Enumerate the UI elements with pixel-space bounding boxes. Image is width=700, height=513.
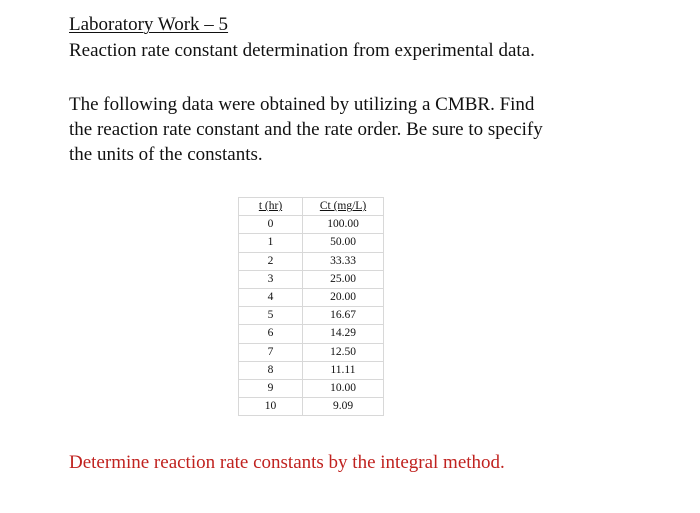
- concentration-cell: 10.00: [303, 379, 384, 397]
- concentration-cell: 50.00: [303, 234, 384, 252]
- table-row: [239, 234, 384, 252]
- table-row: [239, 288, 384, 306]
- table-header-row: [239, 198, 384, 216]
- table-row: [239, 325, 384, 343]
- time-cell: 5: [239, 307, 303, 325]
- time-cell: 8: [239, 361, 303, 379]
- paragraph-line: The following data were obtained by utilizing a CMBR. Find: [69, 94, 535, 115]
- concentration-cell: 100.00: [303, 216, 384, 234]
- concentration-cell: 20.00: [303, 288, 384, 306]
- instruction-text: Determine reaction rate constants by the integral method.: [69, 452, 505, 473]
- column-header-time: t (hr): [239, 198, 303, 216]
- concentration-cell: 33.33: [303, 252, 384, 270]
- column-header-concentration: Ct (mg/L): [303, 198, 384, 216]
- time-cell: 7: [239, 343, 303, 361]
- table-row: [239, 252, 384, 270]
- paragraph-line: the units of the constants.: [69, 144, 263, 165]
- time-cell: 6: [239, 325, 303, 343]
- time-cell: 9: [239, 379, 303, 397]
- time-cell: 3: [239, 270, 303, 288]
- time-cell: 2: [239, 252, 303, 270]
- paragraph-line: the reaction rate constant and the rate order. Be sure to specify: [69, 119, 543, 140]
- concentration-cell: 14.29: [303, 325, 384, 343]
- time-cell: 4: [239, 288, 303, 306]
- concentration-cell: 12.50: [303, 343, 384, 361]
- data-table: [238, 197, 384, 416]
- table-row: [239, 270, 384, 288]
- concentration-cell: 11.11: [303, 361, 384, 379]
- document-title: Laboratory Work – 5: [69, 14, 229, 35]
- document-subtitle: Reaction rate constant determination from experimental data.: [69, 40, 535, 61]
- time-cell: 10: [239, 398, 303, 416]
- table-row: [239, 307, 384, 325]
- concentration-cell: 9.09: [303, 398, 384, 416]
- table-row: [239, 379, 384, 397]
- table-row: [239, 398, 384, 416]
- problem-paragraph: [69, 92, 649, 167]
- concentration-cell: 16.67: [303, 307, 384, 325]
- time-cell: 1: [239, 234, 303, 252]
- time-cell: 0: [239, 216, 303, 234]
- data-table-container: [238, 197, 384, 416]
- table-row: [239, 361, 384, 379]
- concentration-cell: 25.00: [303, 270, 384, 288]
- table-row: [239, 216, 384, 234]
- table-row: [239, 343, 384, 361]
